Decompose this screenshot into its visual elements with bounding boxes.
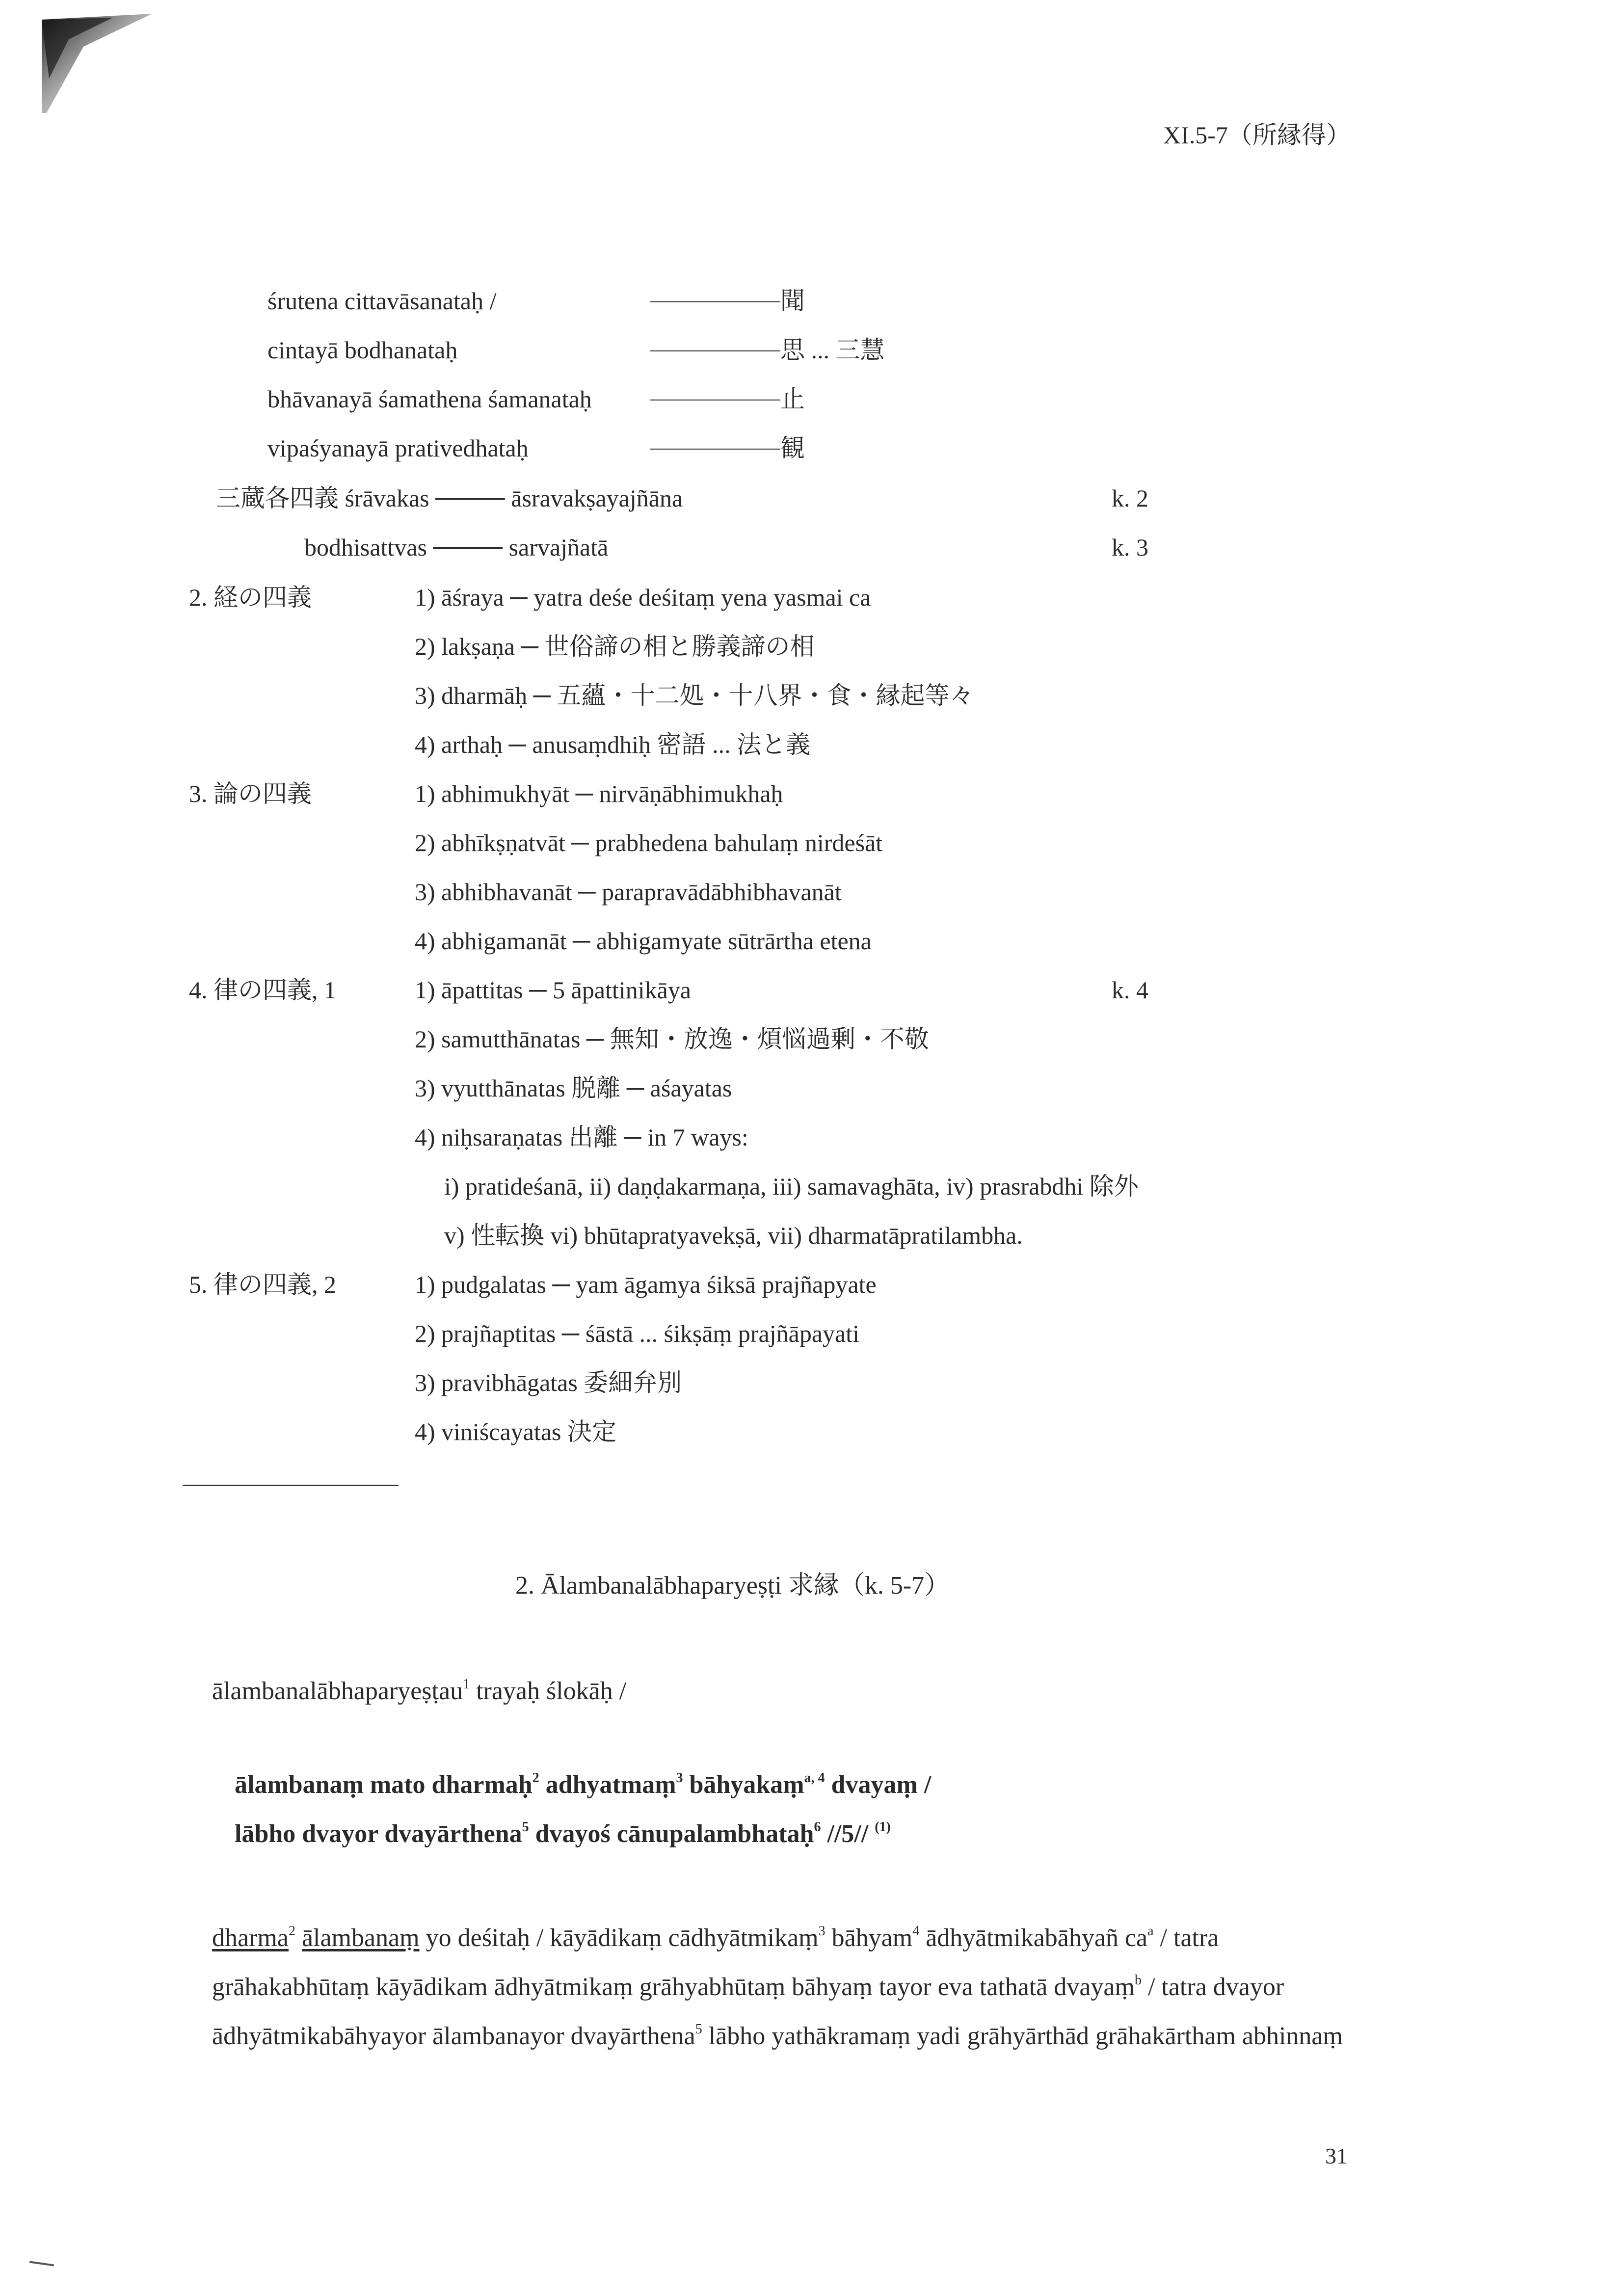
outline-line-l33: 2) prajñaptitas ─ śāstā ... śikṣāṃ prajñāpayati [415,1320,860,1347]
outline-line-l21: 3) abhibhavanāt ─ parapravādābhibhavanāt [415,878,842,906]
outline-line-l29: i) pratideśanā, ii) daṇḍakarmaṇa, iii) samavaghāta, iv) prasrabdhi 除外 [444,1173,1139,1200]
outline-line-l35: 4) viniścayatas 決定 [415,1418,617,1445]
verse-line-1: ālambanaṃ mato dharmaḥ$^2$ adhyatmaṃ$^3$ bāhyakaṃ$^{a, 4}$ dvayaṃ / [235,1770,932,1799]
outline-line-l30: v) 性転換 vi) bhūtapratyavekṣā, vii) dharmatāpratilambha. [444,1222,1023,1249]
outline-line-l4: vipaśyanayā prativedhataḥ [267,434,529,462]
outline-line-l11: bodhisattvas ──── sarvajñatā [304,534,609,561]
outline-line-l8: 観 [780,434,805,462]
outline-line-l28: 4) niḥsaraṇatas 出離 ─ in 7 ways: [415,1123,748,1151]
outline-line-l20: 2) abhīkṣṇatvāt ─ prabhedena bahulaṃ nirdeśāt [415,829,883,856]
outline-line-l12: k. 3 [1112,534,1148,561]
outline-line-l32: 1) pudgalatas ─ yam āgamya śiksā prajñapyate [415,1271,877,1298]
running-header: XI.5-7（所縁得） [1163,121,1351,149]
outline-line-l14: 1) āśraya ─ yatra deśe deśitaṃ yena yasmai ca [415,584,871,611]
outline-line-l31: 5. 律の四義, 2 [189,1271,336,1298]
connector-line [650,449,780,450]
outline-line-l1: śrutena cittavāsanataḥ / [267,287,497,315]
intro-line: ālambanalābhaparyeṣṭau$^1$ trayaḥ ślokāḥ / [212,1677,627,1705]
outline-line-l9: 三蔵各四義 śrāvakas ──── āsravakṣayajñāna [216,484,683,512]
section-divider [183,1485,399,1486]
outline-line-l17: 4) arthaḥ ─ anusaṃdhiḥ 密語 ... 法と義 [415,731,811,758]
outline-line-l7: 止 [780,385,805,413]
scan-corner-artifact [0,0,157,113]
outline-line-l24: 1) āpattitas ─ 5 āpattinikāya [415,976,692,1004]
outline-line-l19: 1) abhimukhyāt ─ nirvāṇābhimukhaḥ [415,780,783,807]
scan-edge-mark [29,2261,54,2267]
outline-line-l26: 2) samutthānatas ─ 無知・放逸・煩悩過剰・不敬 [415,1025,929,1053]
outline-line-l6: 思 ... 三慧 [780,336,885,364]
commentary-line-3: ādhyātmikabāhyayor ālambanayor dvayārthena$^5$ lābho yathākramaṃ yadi grāhyārthād grāhakārtham abhinnaṃ [212,2022,1343,2050]
outline-line-l15: 2) lakṣaṇa ─ 世俗諦の相と勝義諦の相 [415,633,815,660]
outline-line-l2: cintayā bodhanataḥ [267,336,458,364]
outline-line-l3: bhāvanayā śamathena śamanataḥ [267,385,592,413]
section-title: 2. Ālambanalābhaparyeṣṭi 求縁（k. 5-7） [515,1572,950,1600]
outline-line-l18: 3. 論の四義 [189,780,312,807]
outline-line-l23: 4. 律の四義, 1 [189,976,336,1004]
outline-line-l10: k. 2 [1112,484,1148,512]
commentary-line-1: dharma$^2$ ālambanaṃ yo deśitaḥ / kāyādikaṃ cādhyātmikaṃ$^3$ bāhyam$^4$ ādhyātmikabāhyañ $ca^a$ / tatra [212,1923,1219,1952]
outline-line-l16: 3) dharmāḥ ─ 五蘊・十二処・十八界・食・縁起等々 [415,682,974,709]
page-number: 31 [1325,2143,1348,2168]
outline-line-l13: 2. 経の四義 [189,584,312,611]
outline-line-l34: 3) pravibhāgatas 委細弁別 [415,1369,682,1396]
outline-line-l22: 4) abhigamanāt ─ abhigamyate sūtrārtha etena [415,927,872,955]
outline-line-l25: k. 4 [1112,976,1148,1004]
connector-line [650,301,780,302]
connector-line [650,350,780,351]
verse-line-2: lābho dvayor dvayārthena$^5$ dvayoś cānupalambhataḥ$^6$ //5// $^{(1)}$ [235,1819,891,1848]
commentary-line-2: grāhakabhūtaṃ kāyādikam ādhyātmikaṃ grāhyabhūtaṃ bāhyaṃ tayor eva tathatā dvayaṃ$^b$ / tatra dvayor [212,1973,1284,2001]
outline-line-l5: 聞 [780,287,805,315]
outline-line-l27: 3) vyutthānatas 脱離 ─ aśayatas [415,1074,732,1102]
